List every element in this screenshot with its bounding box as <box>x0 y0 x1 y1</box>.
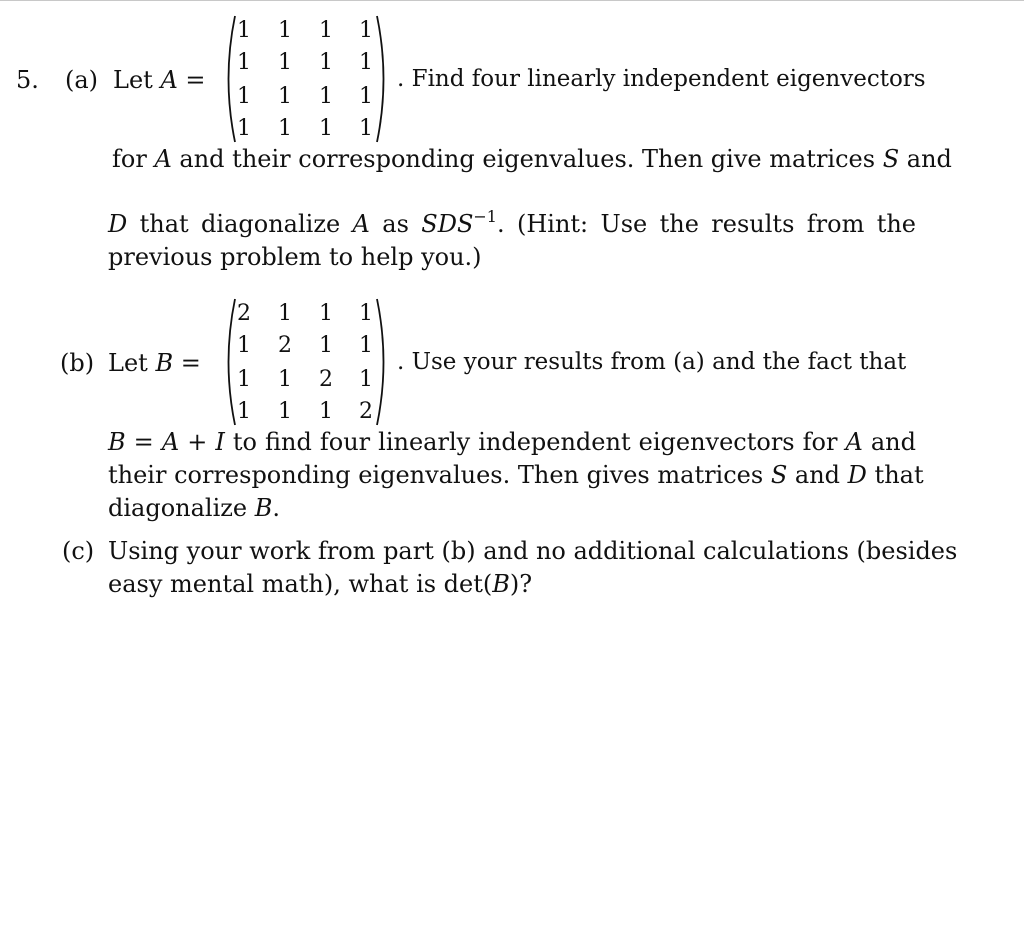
matrix-cell: 2 <box>237 301 251 326</box>
part-b-label: (b) <box>60 349 95 377</box>
matrix-cell: 2 <box>319 367 333 392</box>
part-a-line-2: for A and their corresponding eigenvalues. Then give matrices S and <box>112 145 952 173</box>
matrix-cell: 1 <box>278 116 292 141</box>
matrix-cell: 1 <box>319 333 333 358</box>
matrix-cell: 1 <box>359 116 373 141</box>
part-a-line-3: D that diagonalize A as $SDS^{-1}$. (Hint: Use the results from the <box>108 207 916 238</box>
matrix-cell: 1 <box>359 333 373 358</box>
matrix-cell: 1 <box>278 367 292 392</box>
problem-number: 5. <box>16 66 39 94</box>
matrix-cell: 1 <box>237 116 251 141</box>
right-paren <box>374 14 392 144</box>
matrix-cell: 1 <box>237 333 251 358</box>
matrix-a <box>220 14 390 144</box>
matrix-cell: 1 <box>319 84 333 109</box>
part-a-text: . Find four linearly independent eigenvectors <box>397 66 926 92</box>
part-b-line-3: their corresponding eigenvalues. Then gives matrices S and D that <box>108 461 924 489</box>
matrix-cell: 1 <box>359 18 373 43</box>
matrix-cell: 1 <box>237 399 251 424</box>
matrix-cell: 1 <box>278 84 292 109</box>
matrix-b <box>220 297 390 427</box>
matrix-cell: 1 <box>278 399 292 424</box>
matrix-cell: 1 <box>237 18 251 43</box>
part-b-line-2: B = A + I to find four linearly independent eigenvectors for A and <box>108 428 917 456</box>
right-paren <box>374 297 392 427</box>
part-b-text: . Use your results from (a) and the fact that <box>397 349 907 375</box>
matrix-cell: 1 <box>237 367 251 392</box>
matrix-cell: 1 <box>278 301 292 326</box>
matrix-cell: 2 <box>278 333 292 358</box>
top-border <box>0 0 1024 1</box>
part-a-label: (a) <box>65 66 99 94</box>
matrix-cell: 1 <box>237 84 251 109</box>
part-b-let: Let B = <box>108 349 201 377</box>
matrix-cell: 1 <box>359 84 373 109</box>
matrix-cell: 2 <box>359 399 373 424</box>
part-c-label: (c) <box>62 537 95 565</box>
part-c-line-2: easy mental math), what is det(B)? <box>108 570 533 598</box>
matrix-cell: 1 <box>319 399 333 424</box>
matrix-cell: 1 <box>237 50 251 75</box>
part-b-line-4: diagonalize B. <box>108 494 281 522</box>
part-a-line-4: previous problem to help you.) <box>108 243 482 271</box>
matrix-cell: 1 <box>319 116 333 141</box>
matrix-cell: 1 <box>319 50 333 75</box>
matrix-cell: 1 <box>359 50 373 75</box>
matrix-cell: 1 <box>319 18 333 43</box>
matrix-cell: 1 <box>278 50 292 75</box>
matrix-cell: 1 <box>319 301 333 326</box>
matrix-cell: 1 <box>359 301 373 326</box>
matrix-cell: 1 <box>278 18 292 43</box>
part-c-line-1: Using your work from part (b) and no additional calculations (besides <box>108 537 958 565</box>
matrix-cell: 1 <box>359 367 373 392</box>
part-a-let: Let A = <box>113 66 206 94</box>
